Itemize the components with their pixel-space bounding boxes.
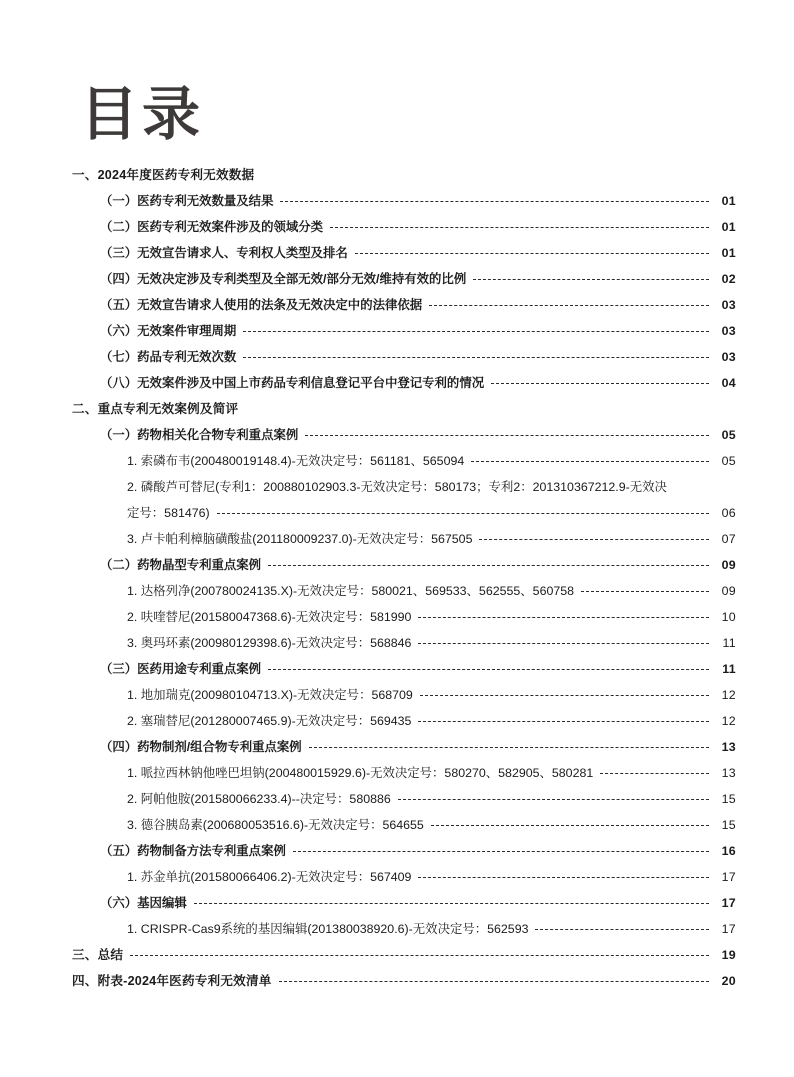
toc-page-number: 13 [721,740,736,754]
toc-page-number: 02 [721,272,736,286]
toc-entry-label: 1. 索磷布韦(200480019148.4)-无效决定号：561181、565094 [127,454,465,468]
toc-page-number: 17 [721,896,736,910]
toc-entry-level2[interactable] [60,376,736,390]
toc-entry-level3[interactable] [60,714,736,728]
toc-entry-level3[interactable] [60,454,736,468]
toc-entry-level2[interactable] [60,428,736,442]
toc-page-number: 16 [721,844,736,858]
table-of-contents [0,168,794,1000]
toc-page-number: 20 [721,974,736,988]
toc-entry-label: 3. 卢卡帕利樟脑磺酸盐(201180009237.0)-无效决定号：567505 [127,532,473,546]
toc-leader-dots [581,590,709,592]
toc-page-number: 11 [722,636,736,650]
toc-leader-dots [431,824,709,826]
toc-page-number: 07 [721,532,736,546]
toc-page-number: 17 [721,922,736,936]
toc-entry-level3[interactable] [60,506,736,520]
toc-entry-level3[interactable] [60,818,736,832]
toc-page-number: 01 [721,194,736,208]
toc-leader-dots [473,278,709,280]
toc-entry-level3[interactable] [60,610,736,624]
toc-leader-dots [600,772,709,774]
toc-entry-level2[interactable] [60,350,736,364]
toc-entry-label: 定号：581476) [127,506,210,520]
toc-entry-label: 1. CRISPR-Cas9系统的基因编辑(201380038920.6)-无效决定号：562593 [127,922,529,936]
toc-leader-dots [194,902,709,904]
toc-entry-level1[interactable] [60,948,736,962]
toc-leader-dots [217,512,709,514]
toc-entry-level3[interactable] [60,870,736,884]
page-title: 目录 [80,82,205,147]
toc-leader-dots [305,434,709,436]
toc-entry-level3[interactable] [60,922,736,936]
toc-entry-label: 3. 奥玛环素(200980129398.6)-无效决定号：568846 [127,636,412,650]
toc-entry-level2[interactable] [60,298,736,312]
toc-page-number: 12 [721,714,736,728]
toc-leader-dots [330,226,709,228]
toc-page-number: 01 [721,220,736,234]
toc-entry-label: （一）药物相关化合物专利重点案例 [100,428,299,442]
toc-entry-label: （二）医药专利无效案件涉及的领域分类 [100,220,324,234]
toc-page-number: 15 [721,792,736,806]
toc-page-number: 04 [721,376,736,390]
toc-entry-label: （三）医药用途专利重点案例 [100,662,262,676]
toc-entry-level2[interactable] [60,272,736,286]
toc-entry-label: 1. 达格列净(200780024135.X)-无效决定号：580021、569533、562555、560758 [127,584,575,598]
toc-entry-level3[interactable] [60,532,736,546]
toc-page-number: 03 [721,298,736,312]
toc-page-number: 09 [721,558,736,572]
toc-page-number: 01 [721,246,736,260]
toc-entry-level2[interactable] [60,246,736,260]
toc-entry-label: （五）药物制备方法专利重点案例 [100,844,286,858]
toc-entry-level3[interactable] [60,688,736,702]
toc-entry-level2[interactable] [60,194,736,208]
toc-entry-level2[interactable] [60,324,736,338]
toc-entry-label: 3. 德谷胰岛素(200680053516.6)-无效决定号：564655 [127,818,424,832]
toc-page-number: 06 [721,506,736,520]
toc-entry-label: （六）基因编辑 [100,896,187,910]
toc-entry-label: （八）无效案件涉及中国上市药品专利信息登记平台中登记专利的情况 [100,376,485,390]
toc-entry-level2[interactable] [60,740,736,754]
toc-entry-label: （四）药物制剂/组合物专利重点案例 [100,740,302,754]
toc-page-number: 12 [721,688,736,702]
toc-leader-dots [491,382,709,384]
toc-entry-label: （五）无效宣告请求人使用的法条及无效决定中的法律依据 [100,298,423,312]
toc-entry-level1[interactable] [60,402,736,416]
toc-entry-label: 三、总结 [72,948,124,962]
toc-page-number: 10 [721,610,736,624]
toc-leader-dots [418,642,709,644]
toc-page-number: 05 [721,454,736,468]
toc-leader-dots [261,175,709,176]
toc-leader-dots [479,538,709,540]
toc-leader-dots [398,798,709,800]
toc-leader-dots [293,850,709,852]
toc-leader-dots [309,746,709,748]
toc-entry-label: 1. 地加瑞克(200980104713.X)-无效决定号：568709 [127,688,413,702]
toc-entry-level2[interactable] [60,558,736,572]
toc-leader-dots [418,720,709,722]
toc-page-number: 19 [721,948,736,962]
toc-leader-dots [245,409,709,410]
toc-leader-dots [279,980,709,982]
toc-entry-label: （七）药品专利无效次数 [100,350,237,364]
toc-page-number: 03 [721,324,736,338]
toc-entry-level2[interactable] [60,220,736,234]
toc-leader-dots [355,252,709,254]
toc-page-number: 09 [721,584,736,598]
toc-entry-level3[interactable] [60,792,736,806]
toc-leader-dots [674,487,709,488]
toc-page-number: 11 [722,662,736,676]
toc-entry-label: 2. 阿帕他胺(201580066233.4)--决定号：580886 [127,792,391,806]
toc-leader-dots [420,694,709,696]
toc-leader-dots [130,954,709,956]
toc-entry-level2[interactable] [60,896,736,910]
toc-leader-dots [243,356,709,358]
toc-page-number: 15 [721,818,736,832]
toc-entry-level2[interactable] [60,662,736,676]
toc-leader-dots [418,616,709,618]
toc-entry-label: 1. 苏金单抗(201580066406.2)-无效决定号：567409 [127,870,412,884]
toc-leader-dots [418,876,709,878]
toc-leader-dots [471,460,709,462]
toc-leader-dots [268,668,709,670]
toc-entry-label: 2. 塞瑞替尼(201280007465.9)-无效决定号：569435 [127,714,412,728]
toc-page-number: 05 [721,428,736,442]
toc-entry-label: 1. 哌拉西林钠他唑巴坦钠(200480015929.6)-无效决定号：580270、582905、580281 [127,766,594,780]
toc-page-number: 17 [721,870,736,884]
toc-page-number: 13 [721,766,736,780]
toc-leader-dots [268,564,709,566]
toc-entry-label: 一、2024年度医药专利无效数据 [72,168,255,182]
toc-page-number: 03 [721,350,736,364]
toc-leader-dots [280,200,709,202]
toc-leader-dots [535,928,709,930]
toc-entry-level1[interactable] [60,168,736,182]
toc-entry-label: 二、重点专利无效案例及简评 [72,402,239,416]
toc-entry-label: （三）无效宣告请求人、专利权人类型及排名 [100,246,348,260]
toc-entry-label: （一）医药专利无效数量及结果 [100,194,274,208]
toc-entry-label: 2. 磷酸芦可替尼(专利1：200880102903.3-无效决定号：580173；专利2：201310367212.9-无效决 [127,480,667,494]
toc-entry-level1[interactable] [60,974,736,988]
toc-entry-level3[interactable] [60,636,736,650]
toc-entry-label: （四）无效决定涉及专利类型及全部无效/部分无效/维持有效的比例 [100,272,467,286]
toc-entry-label: 四、附表-2024年医药专利无效清单 [72,974,272,988]
toc-leader-dots [429,304,709,306]
toc-leader-dots [243,330,709,332]
toc-entry-label: （六）无效案件审理周期 [100,324,237,338]
toc-entry-label: （二）药物晶型专利重点案例 [100,558,262,572]
toc-entry-label: 2. 呋喹替尼(201580047368.6)-无效决定号：581990 [127,610,412,624]
toc-entry-level3[interactable] [60,480,736,494]
toc-entry-level2[interactable] [60,844,736,858]
toc-entry-level3[interactable] [60,766,736,780]
toc-entry-level3[interactable] [60,584,736,598]
